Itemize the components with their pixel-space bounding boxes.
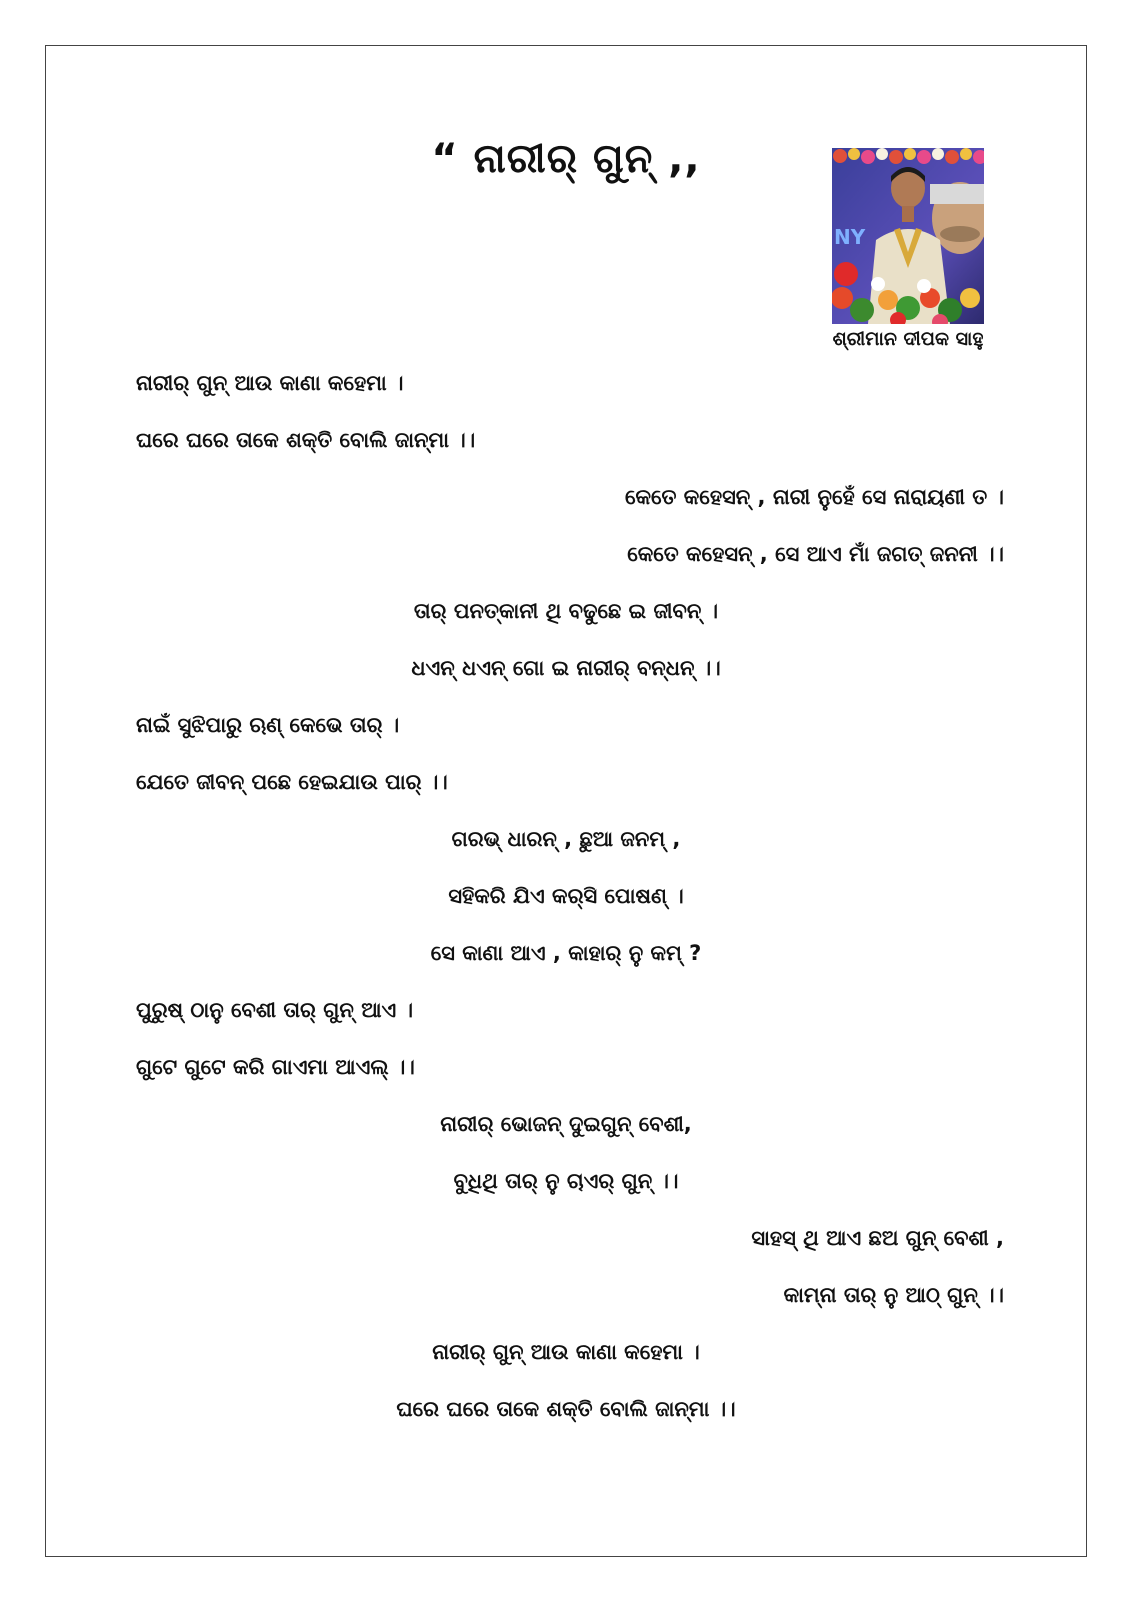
- poem-line: ଘରେ ଘରେ ତାକେ ଶକ୍ତି ବୋଲି ଜାନ୍‌ମା ।।: [396, 1397, 736, 1421]
- author-portrait-image: [832, 148, 984, 324]
- poem-line: ଯେତେ ଜୀବନ୍ ପଛେ ହେଇଯାଉ ପାର୍ ।।: [136, 770, 448, 794]
- poem-line: ସହିକରି ଯିଏ କର୍‌ସି ପୋଷଣ୍ ।: [448, 884, 684, 908]
- poem-line: ସାହସ୍ ଥି ଆଏ ଛଅ ଗୁନ୍ ବେଶୀ ,: [751, 1226, 1004, 1250]
- poem-line: କେତେ କହେସନ୍ , ସେ ଆଏ ମାଁ ଜଗତ୍ ଜନନୀ ।।: [627, 542, 1004, 566]
- poem-line: ନାରୀର୍ ଗୁନ୍ ଆଉ କାଣା କହେମା ।: [136, 371, 404, 395]
- poem-line: ନାଇଁ ସୁଝିପାରୁ ଋଣ୍ କେଭେ ତାର୍ ।: [136, 713, 400, 737]
- poem-line: ନାରୀର୍ ଭୋଜନ୍ ଦୁଇଗୁନ୍ ବେଶୀ,: [440, 1112, 692, 1136]
- poem-line: ପୁରୁଷ୍ ଠାନୁ ବେଶୀ ତାର୍ ଗୁନ୍ ଆଏ ।: [136, 998, 414, 1022]
- poem-line: ବୁଧିଥି ତାର୍ ନୁ ଚାଏର୍ ଗୁନ୍ ।।: [453, 1169, 679, 1193]
- poem-line: ଧଏନ୍ ଧଏନ୍ ଗୋ ଇ ନାରୀର୍ ବନ୍ଧନ୍ ।।: [411, 656, 721, 680]
- poem-line: ସେ କାଣା ଆଏ , କାହାର୍ ନୁ କମ୍ ?: [430, 941, 702, 965]
- poem-line: ଗୁଟେ ଗୁଟେ କରି ଗାଏମା ଆଏଲ୍ ।।: [136, 1055, 415, 1079]
- author-photo: [832, 148, 984, 324]
- poem-line: କେତେ କହେସନ୍ , ନାରୀ ନୁହେଁ ସେ ନାରାୟଣୀ ତ ।: [624, 485, 1004, 509]
- poem-title: “ ନାରୀର୍ ଗୁନ୍ ,,: [431, 136, 701, 182]
- poem-line: ତାର୍ ପନତ୍‌କାନୀ ଥି ବଢୁଛେ ଇ ଜୀବନ୍ ।: [413, 599, 719, 623]
- poem-line: ଘରେ ଘରେ ତାକେ ଶକ୍ତି ବୋଲି ଜାନ୍‌ମା ।।: [136, 428, 476, 452]
- poem-line: ନାରୀର୍ ଗୁନ୍ ଆଉ କାଣା କହେମା ।: [432, 1340, 700, 1364]
- poem-line: ଗରଭ୍ ଧାରନ୍ , ଛୁଆ ଜନମ୍ ,: [451, 827, 681, 851]
- svg-text:NY: NY: [834, 225, 866, 249]
- poem-line: କାମ୍‌ନା ତାର୍ ନୁ ଆଠ୍ ଗୁନ୍ ।।: [783, 1283, 1004, 1307]
- author-caption: ଶ୍ରୀମାନ ଦୀପକ ସାହୁ: [832, 328, 984, 350]
